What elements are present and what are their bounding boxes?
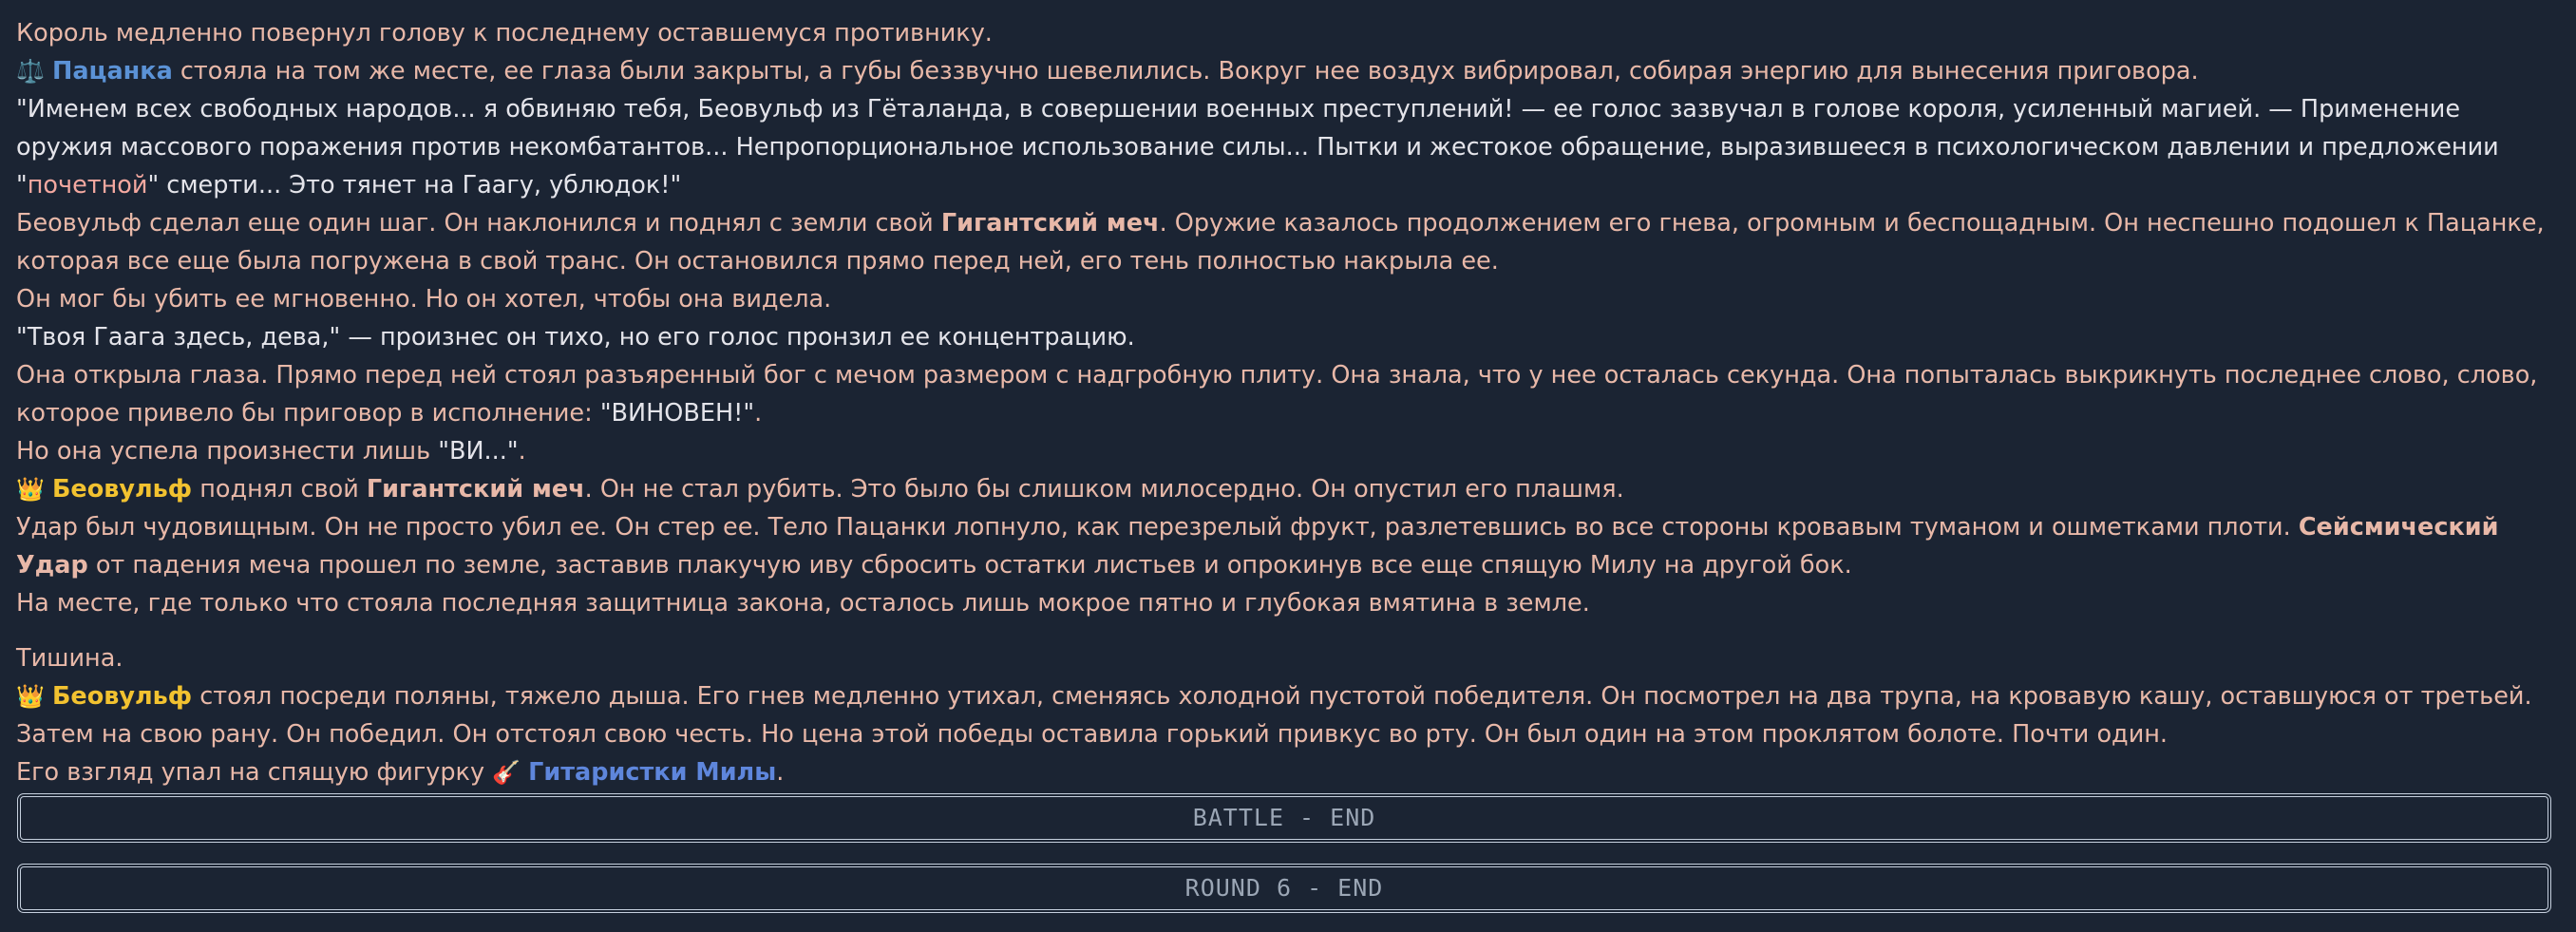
dialogue-text: " смерти... Это тянет на Гаагу, ублюдок!" xyxy=(147,171,682,200)
crown-icon: 👑 xyxy=(16,476,45,503)
narration-line xyxy=(16,356,2560,432)
narration-line xyxy=(16,52,2560,90)
narration-line xyxy=(16,753,2560,791)
skill-name: Сейсмический Удар xyxy=(16,513,2499,580)
narration-text: Она открыла глаза. Прямо перед ней стоял разъяренный бог с мечом размером с надгробную плиту. Она знала, что у нее осталась секунда. Она попыталась выкрикнуть последнее слово, слово, которое привело бы приговор в исполнение: xyxy=(16,361,2538,428)
narration-text: Удар был чудовищным. Он не просто убил ее. Он стер ее. Тело Пацанки лопнуло, как перезрелый фрукт, разлетевшись во все стороны кровавым туманом и ошметками плоти. xyxy=(16,513,2299,542)
narration-text: Но она успела произнести лишь xyxy=(16,437,439,466)
item-name: Гигантский меч xyxy=(366,475,585,504)
narration-text: . Оружие казалось продолжением его гнева, огромным и беспощадным. Он неспешно подошел к Пацанке, которая все еще была погружена в свой транс. Он остановился прямо перед ней, его тень полностью накрыла ее. xyxy=(16,209,2545,276)
narration-text: Его взгляд упал на спящую фигурку xyxy=(16,758,493,787)
narration-line xyxy=(16,204,2560,280)
item-name: Гигантский меч xyxy=(940,209,1160,238)
battle-end-banner: BATTLE - END xyxy=(17,793,2551,843)
narration-text: . xyxy=(776,758,785,787)
narration-text: . xyxy=(754,399,763,428)
dialogue-text: "Именем всех свободных народов... я обвиняю тебя, Беовульф из Гёталанда, в совершении военных преступлений! — ее голос зазвучал в голове короля, усиленный магией. — Применение оружия массового поражения против некомбатантов... Непропорциональное использование силы... Пытки и жестокое обращение, выразившееся в психологическом давлении и предложении " xyxy=(16,95,2499,200)
narration-line xyxy=(16,677,2560,753)
guitar-icon: 🎸 xyxy=(492,759,521,786)
narration-text: поднял свой xyxy=(192,475,367,504)
dialogue-line xyxy=(16,90,2560,204)
character-name-mila: Гитаристки Милы xyxy=(528,758,777,787)
crown-icon: 👑 xyxy=(16,683,45,710)
narration-line: Король медленно повернул голову к последнему оставшемуся противнику. xyxy=(16,19,993,48)
round-end-banner: ROUND 6 - END xyxy=(17,864,2551,913)
narration-line xyxy=(16,432,2560,470)
narration-text: стоял посреди поляны, тяжело дыша. Его гнев медленно утихал, сменяясь холодной пустотой победителя. Он посмотрел на два трупа, на кровавую кашу, оставшуюся от третьей. Затем на свою рану. Он победил. Он отстоял свою честь. Но цена этой победы оставила горький привкус во рту. Он был один на этом проклятом болоте. Почти один. xyxy=(16,682,2532,749)
highlight-word: почетной xyxy=(27,171,148,200)
narration-text: стояла на том же месте, ее глаза были закрыты, а губы беззвучно шевелились. Вокруг нее воздух вибрировал, собирая энергию для вынесения приговора. xyxy=(172,57,2199,86)
character-name-beowulf: Беовульф xyxy=(52,475,193,504)
narration-text: Беовульф сделал еще один шаг. Он наклонился и поднял с земли свой xyxy=(16,209,941,238)
quote-text: "ВИ..." xyxy=(438,437,519,466)
end-banners xyxy=(16,793,2560,913)
narration-line xyxy=(16,470,2560,508)
narration-text: . Он не стал рубить. Это было бы слишком милосердно. Он опустил его плашмя. xyxy=(584,475,1624,504)
quote-text: "ВИНОВЕН!" xyxy=(599,399,755,428)
narration-text: . xyxy=(518,437,526,466)
narration-line: Тишина. xyxy=(16,644,123,673)
scales-icon: ⚖️ xyxy=(16,58,45,85)
dialogue-line: "Твоя Гаага здесь, дева," — произнес он тихо, но его голос пронзил ее концентрацию. xyxy=(16,323,1135,352)
paragraph-gap xyxy=(16,622,2560,639)
narration-line xyxy=(16,508,2560,584)
character-name-patsanka: Пацанка xyxy=(52,57,173,86)
narration-line: Он мог бы убить ее мгновенно. Но он хотел, чтобы она видела. xyxy=(16,285,832,314)
narration-line: На месте, где только что стояла последняя защитница закона, осталось лишь мокрое пятно и глубокая вмятина в земле. xyxy=(16,589,1590,618)
narration-text: от падения меча прошел по земле, заставив плакучую иву сбросить остатки листьев и опрокинув все еще спящую Милу на другой бок. xyxy=(87,551,1852,580)
character-name-beowulf: Беовульф xyxy=(52,682,193,711)
